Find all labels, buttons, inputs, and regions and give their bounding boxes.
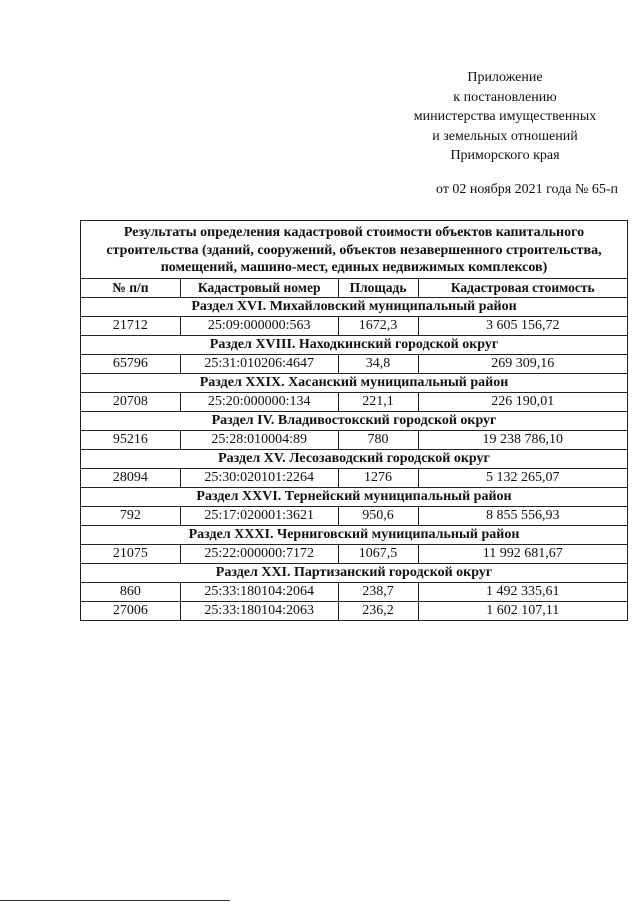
section-row — [81, 373, 628, 392]
table-title: Результаты определения кадастровой стоимости объектов капитального строительства (зданий, сооружений, объектов незавершенного строительства, помещений, машино-мест, единых недвижимых комплексов) — [81, 221, 628, 279]
area-value: 1672,3 — [338, 316, 418, 335]
cadastral-cost: 1 492 335,61 — [418, 582, 627, 601]
header-line: министерства имущественных — [413, 109, 597, 124]
row-number: 95216 — [81, 430, 181, 449]
cadastral-cost: 19 238 786,10 — [418, 430, 627, 449]
header-line: к постановлению — [453, 89, 557, 105]
table-row — [81, 354, 628, 373]
cadastral-results-table — [80, 220, 628, 621]
table-row — [81, 468, 628, 487]
cadastral-cost: 1 602 107,11 — [418, 601, 627, 620]
cadastral-cost: 8 855 556,93 — [418, 506, 627, 525]
cadastral-number: 25:17:020001:3621 — [180, 506, 338, 525]
resolution-date: от 02 ноября 2021 года № 65-п — [436, 181, 618, 197]
header-line: и земельных отношений — [432, 128, 578, 144]
section-row — [81, 525, 628, 544]
cadastral-number: 25:09:000000:563 — [180, 316, 338, 335]
cadastral-number: 25:20:000000:134 — [180, 392, 338, 411]
column-header-row — [81, 278, 628, 297]
section-row — [81, 411, 628, 430]
section-title: Раздел XVI. Михайловский муниципальный район — [81, 297, 628, 316]
row-number: 28094 — [81, 468, 181, 487]
section-row — [81, 335, 628, 354]
row-number: 27006 — [81, 601, 181, 620]
cadastral-cost: 11 992 681,67 — [418, 544, 627, 563]
area-value: 1067,5 — [338, 544, 418, 563]
area-value: 34,8 — [338, 354, 418, 373]
cadastral-cost: 5 132 265,07 — [418, 468, 627, 487]
table-row — [81, 582, 628, 601]
row-number: 792 — [81, 506, 181, 525]
section-title: Раздел XXI. Партизанский городской округ — [81, 563, 628, 582]
column-header-cost: Кадастровая стоимость — [418, 278, 627, 297]
appendix-header — [380, 68, 630, 199]
cadastral-cost: 226 190,01 — [418, 392, 627, 411]
cadastral-number: 25:30:020101:2264 — [180, 468, 338, 487]
cadastral-number: 25:22:000000:7172 — [180, 544, 338, 563]
table-row — [81, 392, 628, 411]
row-number: 21712 — [81, 316, 181, 335]
header-line: Приморского края — [450, 148, 560, 163]
section-title: Раздел XXIX. Хасанский муниципальный район — [81, 373, 628, 392]
cadastral-number: 25:33:180104:2063 — [180, 601, 338, 620]
header-line: Приложение — [467, 70, 543, 85]
row-number: 21075 — [81, 544, 181, 563]
column-header-area: Площадь — [338, 278, 418, 297]
cadastral-cost: 3 605 156,72 — [418, 316, 627, 335]
row-number: 860 — [81, 582, 181, 601]
area-value: 950,6 — [338, 506, 418, 525]
cadastral-number: 25:31:010206:4647 — [180, 354, 338, 373]
section-row — [81, 487, 628, 506]
column-header-num: № п/п — [81, 278, 181, 297]
area-value: 236,2 — [338, 601, 418, 620]
table-row — [81, 316, 628, 335]
column-header-cadastral: Кадастровый номер — [180, 278, 338, 297]
cadastral-number: 25:33:180104:2064 — [180, 582, 338, 601]
area-value: 1276 — [338, 468, 418, 487]
section-title: Раздел XV. Лесозаводский городской округ — [81, 449, 628, 468]
footnote-divider — [0, 900, 230, 901]
section-row — [81, 563, 628, 582]
row-number: 20708 — [81, 392, 181, 411]
table-body — [81, 221, 628, 621]
section-row — [81, 297, 628, 316]
section-title: Раздел XXVI. Тернейский муниципальный район — [81, 487, 628, 506]
title-row — [81, 221, 628, 279]
table-row — [81, 601, 628, 620]
area-value: 221,1 — [338, 392, 418, 411]
table-row — [81, 544, 628, 563]
area-value: 238,7 — [338, 582, 418, 601]
table-row — [81, 430, 628, 449]
section-title: Раздел IV. Владивостокский городской округ — [81, 411, 628, 430]
table-row — [81, 506, 628, 525]
cadastral-number: 25:28:010004:89 — [180, 430, 338, 449]
section-title: Раздел XVIII. Находкинский городской округ — [81, 335, 628, 354]
section-row — [81, 449, 628, 468]
area-value: 780 — [338, 430, 418, 449]
cadastral-cost: 269 309,16 — [418, 354, 627, 373]
section-title: Раздел XXXI. Черниговский муниципальный район — [81, 525, 628, 544]
row-number: 65796 — [81, 354, 181, 373]
